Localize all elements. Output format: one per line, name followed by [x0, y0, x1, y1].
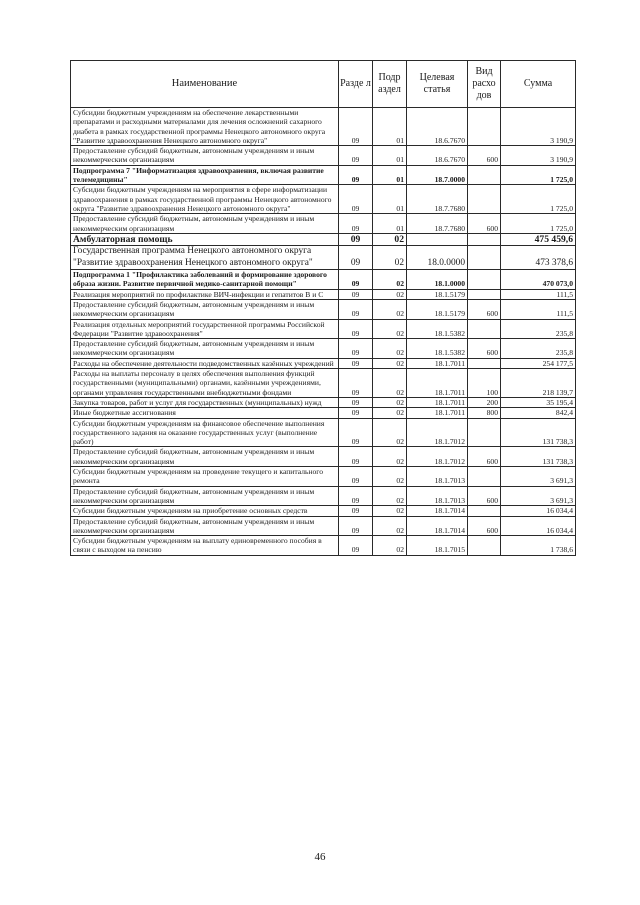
cell-target: 18.1.7012 [407, 418, 468, 447]
cell-amount: 235,8 [501, 339, 576, 359]
page-number: 46 [314, 851, 326, 863]
header-section: Разде л [339, 61, 373, 108]
cell-name: Субсидии бюджетным учреждениям на проведение текущего и капитального ремонта [71, 467, 339, 487]
table-row [71, 270, 576, 290]
cell-section: 09 [339, 319, 373, 339]
cell-amount: 1 738,6 [501, 536, 576, 556]
cell-expense-type [468, 233, 501, 245]
cell-section: 09 [339, 408, 373, 418]
table-row [71, 536, 576, 556]
table-row [71, 369, 576, 398]
cell-section: 09 [339, 397, 373, 407]
table-row [71, 397, 576, 407]
cell-target: 18.1.5382 [407, 339, 468, 359]
table-row [71, 246, 576, 270]
cell-expense-type [468, 246, 501, 270]
cell-subsection: 01 [373, 146, 407, 166]
cell-target [407, 233, 468, 245]
cell-section: 09 [339, 486, 373, 506]
header-name: Наименование [71, 61, 339, 108]
cell-amount: 3 190,9 [501, 108, 576, 146]
cell-section: 09 [339, 358, 373, 368]
cell-target: 18.1.0000 [407, 270, 468, 290]
cell-name: Субсидии бюджетным учреждениям на обеспечение лекарственными препаратами и расходными материалами для лечения осложнений сахарного диабета в рамках государственной программы Ненецкого автономного округа "Развитие здравоохранения Ненецкого автономного округа" [71, 108, 339, 146]
cell-target: 18.1.7015 [407, 536, 468, 556]
cell-amount: 111,5 [501, 299, 576, 319]
cell-target: 18.7.0000 [407, 165, 468, 185]
cell-name: Реализация отдельных мероприятий государственной программы Российской Федерации "Развитие здравоохранения" [71, 319, 339, 339]
cell-subsection: 02 [373, 506, 407, 516]
table-row [71, 339, 576, 359]
header-expense-type: Вид расхо дов [468, 61, 501, 108]
cell-subsection: 02 [373, 299, 407, 319]
cell-subsection: 01 [373, 185, 407, 214]
cell-amount: 3 190,9 [501, 146, 576, 166]
table-row [71, 358, 576, 368]
cell-section: 09 [339, 506, 373, 516]
cell-amount: 131 738,3 [501, 418, 576, 447]
cell-section: 09 [339, 516, 373, 536]
cell-subsection: 02 [373, 536, 407, 556]
cell-target: 18.7.7680 [407, 185, 468, 214]
table-row [71, 146, 576, 166]
cell-subsection: 01 [373, 214, 407, 234]
cell-name: Субсидии бюджетным учреждениям на мероприятия в сфере информатизации здравоохранения в рамках государственной программы Ненецкого автономного округа "Развитие здравоохранения Ненецкого автономного округа" [71, 185, 339, 214]
cell-section: 09 [339, 339, 373, 359]
cell-expense-type: 600 [468, 146, 501, 166]
cell-subsection: 02 [373, 270, 407, 290]
table-row [71, 289, 576, 299]
cell-name: Подпрограмма 7 "Информатизация здравоохранения, включая развитие телемедицины" [71, 165, 339, 185]
cell-name: Иные бюджетные ассигнования [71, 408, 339, 418]
cell-name: Предоставление субсидий бюджетным, автономным учреждениям и иным некоммерческим организациям [71, 146, 339, 166]
cell-subsection: 02 [373, 339, 407, 359]
cell-expense-type [468, 467, 501, 487]
cell-target: 18.1.5179 [407, 299, 468, 319]
cell-target: 18.1.7014 [407, 506, 468, 516]
cell-section: 09 [339, 467, 373, 487]
cell-expense-type: 100 [468, 369, 501, 398]
cell-target: 18.0.0000 [407, 246, 468, 270]
cell-section: 09 [339, 536, 373, 556]
table-row [71, 185, 576, 214]
cell-amount: 35 195,4 [501, 397, 576, 407]
cell-expense-type [468, 418, 501, 447]
cell-amount: 254 177,5 [501, 358, 576, 368]
cell-subsection: 02 [373, 233, 407, 245]
cell-name: Государственная программа Ненецкого автономного округа "Развитие здравоохранения Ненецкого автономного округа" [71, 246, 339, 270]
cell-expense-type [468, 506, 501, 516]
cell-name: Предоставление субсидий бюджетным, автономным учреждениям и иным некоммерческим организациям [71, 339, 339, 359]
cell-amount: 111,5 [501, 289, 576, 299]
cell-amount: 218 139,7 [501, 369, 576, 398]
table-row [71, 233, 576, 245]
cell-section: 09 [339, 299, 373, 319]
cell-section: 09 [339, 369, 373, 398]
cell-subsection: 02 [373, 467, 407, 487]
cell-target: 18.1.7012 [407, 447, 468, 467]
cell-subsection: 02 [373, 358, 407, 368]
cell-amount: 470 073,0 [501, 270, 576, 290]
cell-expense-type [468, 108, 501, 146]
cell-expense-type: 800 [468, 408, 501, 418]
cell-amount: 131 738,3 [501, 447, 576, 467]
cell-name: Субсидии бюджетным учреждениям на финансовое обеспечение выполнения государственного задания на оказание государственных услуг (выполнение работ) [71, 418, 339, 447]
cell-amount: 3 691,3 [501, 467, 576, 487]
cell-target: 18.6.7670 [407, 108, 468, 146]
cell-subsection: 01 [373, 165, 407, 185]
cell-name: Субсидии бюджетным учреждениям на приобретение основных средств [71, 506, 339, 516]
cell-subsection: 02 [373, 418, 407, 447]
cell-subsection: 02 [373, 369, 407, 398]
header-amount: Сумма [501, 61, 576, 108]
cell-name: Предоставление субсидий бюджетным, автономным учреждениям и иным некоммерческим организациям [71, 516, 339, 536]
cell-expense-type: 600 [468, 486, 501, 506]
cell-name: Закупка товаров, работ и услуг для государственных (муниципальных) нужд [71, 397, 339, 407]
cell-expense-type: 600 [468, 516, 501, 536]
header-target: Целевая статья [407, 61, 468, 108]
cell-subsection: 02 [373, 397, 407, 407]
table-row [71, 447, 576, 467]
cell-target: 18.1.5382 [407, 319, 468, 339]
cell-expense-type: 200 [468, 397, 501, 407]
cell-name: Предоставление субсидий бюджетным, автономным учреждениям и иным некоммерческим организациям [71, 447, 339, 467]
cell-target: 18.1.7011 [407, 408, 468, 418]
cell-subsection: 02 [373, 319, 407, 339]
cell-expense-type [468, 165, 501, 185]
cell-section: 09 [339, 289, 373, 299]
cell-subsection: 02 [373, 408, 407, 418]
cell-name: Предоставление субсидий бюджетным, автономным учреждениям и иным некоммерческим организациям [71, 214, 339, 234]
table-row [71, 408, 576, 418]
cell-target: 18.1.7013 [407, 486, 468, 506]
cell-expense-type: 600 [468, 339, 501, 359]
table-body [71, 108, 576, 556]
table-header-row [71, 61, 576, 108]
table-row [71, 467, 576, 487]
table-row [71, 418, 576, 447]
cell-target: 18.1.5179 [407, 289, 468, 299]
cell-name: Амбулаторная помощь [71, 233, 339, 245]
cell-subsection: 02 [373, 447, 407, 467]
table-row [71, 319, 576, 339]
cell-amount: 16 034,4 [501, 516, 576, 536]
cell-subsection: 02 [373, 486, 407, 506]
cell-section: 09 [339, 447, 373, 467]
cell-expense-type [468, 536, 501, 556]
table-row [71, 486, 576, 506]
cell-section: 09 [339, 270, 373, 290]
cell-section: 09 [339, 185, 373, 214]
cell-amount: 1 725,0 [501, 165, 576, 185]
cell-amount: 16 034,4 [501, 506, 576, 516]
cell-name: Расходы на выплаты персоналу в целях обеспечения выполнения функций государственными (муниципальными) органами, казёнными учреждениями, органами управления государственными внебюджетными фондами [71, 369, 339, 398]
cell-section: 09 [339, 246, 373, 270]
cell-amount: 1 725,0 [501, 214, 576, 234]
table-row [71, 108, 576, 146]
cell-name: Субсидии бюджетным учреждениям на выплату единовременного пособия в связи с выходом на пенсию [71, 536, 339, 556]
cell-name: Предоставление субсидий бюджетным, автономным учреждениям и иным некоммерческим организациям [71, 299, 339, 319]
cell-amount: 1 725,0 [501, 185, 576, 214]
cell-target: 18.6.7670 [407, 146, 468, 166]
cell-name: Предоставление субсидий бюджетным, автономным учреждениям и иным некоммерческим организациям [71, 486, 339, 506]
cell-section: 09 [339, 418, 373, 447]
cell-section: 09 [339, 146, 373, 166]
cell-expense-type: 600 [468, 447, 501, 467]
cell-target: 18.1.7011 [407, 369, 468, 398]
cell-amount: 473 378,6 [501, 246, 576, 270]
cell-expense-type [468, 185, 501, 214]
cell-target: 18.1.7013 [407, 467, 468, 487]
cell-expense-type: 600 [468, 214, 501, 234]
cell-amount: 3 691,3 [501, 486, 576, 506]
table-row [71, 506, 576, 516]
cell-section: 09 [339, 214, 373, 234]
cell-target: 18.7.7680 [407, 214, 468, 234]
cell-subsection: 02 [373, 516, 407, 536]
cell-expense-type [468, 270, 501, 290]
cell-name: Реализация мероприятий по профилактике ВИЧ-инфекции и гепатитов В и С [71, 289, 339, 299]
cell-expense-type [468, 289, 501, 299]
table-row [71, 214, 576, 234]
cell-expense-type [468, 319, 501, 339]
cell-target: 18.1.7011 [407, 358, 468, 368]
cell-subsection: 01 [373, 108, 407, 146]
cell-subsection: 02 [373, 289, 407, 299]
cell-section: 09 [339, 165, 373, 185]
cell-name: Подпрограмма 1 "Профилактика заболеваний и формирование здорового образа жизни. Развитие первичной медико-санитарной помощи" [71, 270, 339, 290]
cell-expense-type [468, 358, 501, 368]
header-subsection: Подр аздел [373, 61, 407, 108]
table-row [71, 165, 576, 185]
cell-name: Расходы на обеспечение деятельности подведомственных казённых учреждений [71, 358, 339, 368]
cell-expense-type: 600 [468, 299, 501, 319]
cell-amount: 475 459,6 [501, 233, 576, 245]
cell-target: 18.1.7014 [407, 516, 468, 536]
cell-target: 18.1.7011 [407, 397, 468, 407]
cell-section: 09 [339, 108, 373, 146]
cell-section: 09 [339, 233, 373, 245]
table-row [71, 516, 576, 536]
budget-table [70, 60, 576, 556]
cell-subsection: 02 [373, 246, 407, 270]
cell-amount: 842,4 [501, 408, 576, 418]
table-row [71, 299, 576, 319]
cell-amount: 235,8 [501, 319, 576, 339]
